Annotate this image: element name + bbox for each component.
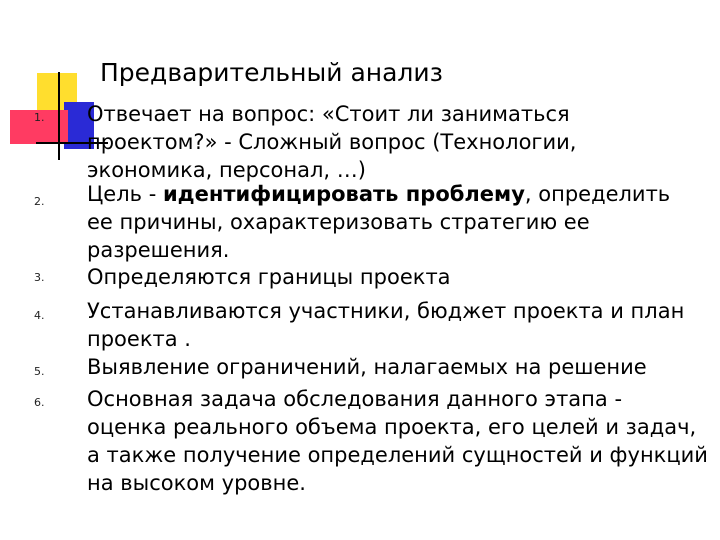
list-item-number: 1. [34,111,45,124]
list-item-line-end: , определить [524,182,671,206]
list-item-number: 2. [34,195,45,208]
list-item-line: оценка реального объема проекта, его целей и задач, [87,415,697,439]
list-item-line: Выявление ограничений, налагаемых на решение [87,355,647,379]
list-item-line: проектом?» - Сложный вопрос (Технологии, [87,130,577,154]
list-item-text [87,180,707,264]
list-item-line: Отвечает на вопрос: «Стоит ли заниматься [87,102,570,126]
list-item-text [87,353,707,381]
list-item-text [87,263,707,291]
list-item-number: 3. [34,271,45,284]
emphasis-text: идентифицировать проблему [162,182,525,206]
list-item-line: Определяются границы проекта [87,265,451,289]
list-item-line: разрешения. [87,238,230,262]
list-item-line: Основная задача обследования данного этапа - [87,387,623,411]
list-item-text [87,297,707,353]
list-item-line [87,180,707,208]
list-item-line: проекта . [87,327,191,351]
list-item-line: Устанавливаются участники, бюджет проекта и план [87,299,685,323]
list-item-line: на высоком уровне. [87,471,306,495]
list-item-number: 4. [34,309,45,322]
list-item-text [87,385,707,497]
list-item-number: 6. [34,396,45,409]
list-item-line: ее причины, охарактеризовать стратегию ее [87,210,590,234]
list-item-number: 5. [34,365,45,378]
list-item-line: а также получение определений сущностей и функций [87,443,708,467]
list-item-text [87,100,707,184]
list-item-line: экономика, персонал, …) [87,158,366,182]
slide-title: Предварительный анализ [100,58,443,87]
list-item-line-start: Цель - [87,182,163,206]
